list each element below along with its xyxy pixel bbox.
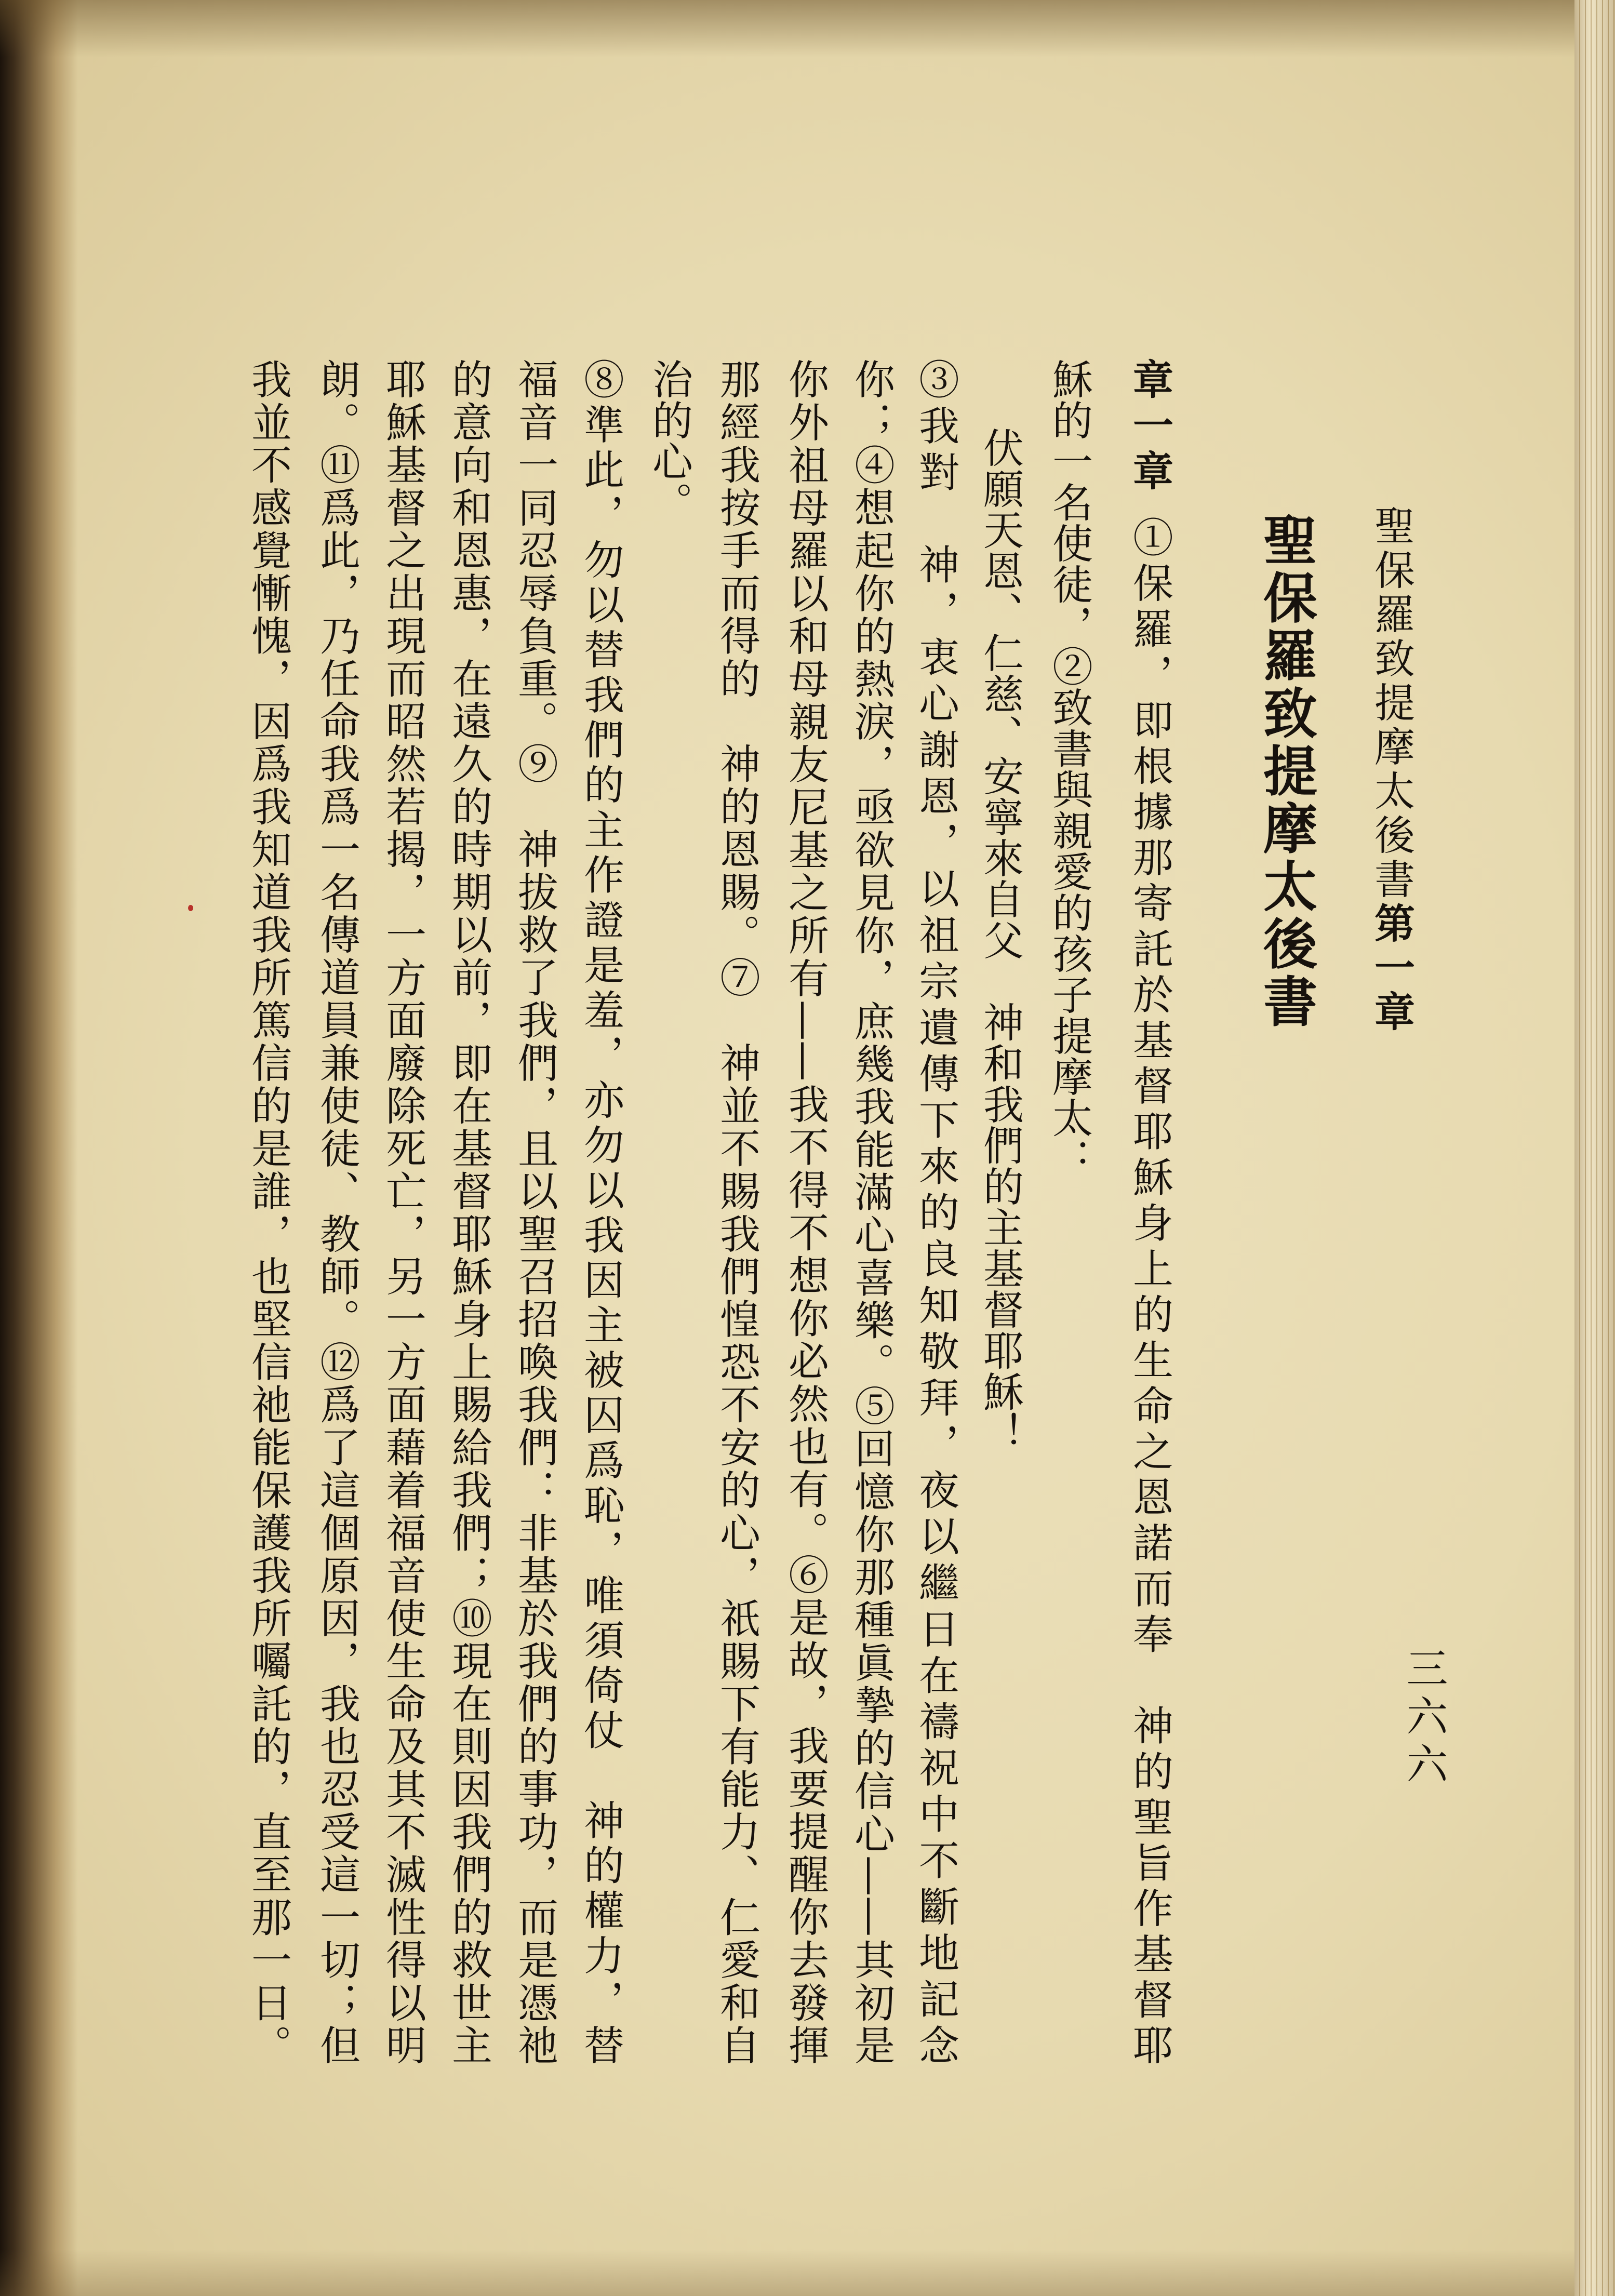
bottom-edge-shade <box>0 2249 1615 2296</box>
book-title: 聖保羅致提摩太後書 <box>1254 512 1318 1031</box>
text-column-7: 那經我按手而得的 神的恩賜。⑦ 神並不賜我們惶恐不安的心，祇賜下有能力、仁愛和自 <box>713 358 760 2065</box>
binding-shadow <box>0 0 78 2296</box>
text-column-9: ⑧準此，勿以替我們的主作證是羞，亦勿以我因主被囚爲恥，唯須倚仗 神的權力，替 <box>577 358 624 2065</box>
text-column-6: 你外祖母羅以和母親友尼基之所有——我不得不想你必然也有。⑥是故，我要提醒你去發揮 <box>782 358 829 2065</box>
text-column-14: 我並不感覺慚愧，因爲我知道我所篤信的是誰，也堅信祂能保護我所囑託的，直至那一日。 <box>245 358 291 2065</box>
text-column-1 <box>1124 358 1176 2065</box>
text-column-2: 穌的一名使徒，②致書與親愛的孩子提摩太： <box>1046 358 1092 1179</box>
text-column-3: 伏願天恩、仁慈、安寧來自父 神和我們的主基督耶穌！ <box>977 427 1023 1453</box>
text-column-10: 福音一同忍辱負重。⑨ 神拔救了我們，且以聖召招喚我們：非基於我們的事功，而是憑祂 <box>511 358 558 2065</box>
text-column-8: 治的心。 <box>646 358 692 523</box>
running-header <box>1368 505 1449 1035</box>
text-column-5: 你；④想起你的熱淚，亟欲見你，庶幾我能滿心喜樂。⑤回憶你那種眞摯的信心——其初是 <box>848 358 895 2065</box>
text-column-1-body: ①保羅，即根據那寄託於基督耶穌身上的生命之恩諾而奉 神的聖旨作基督耶 <box>1126 516 1173 2065</box>
running-header-chapter: 第一章 <box>1368 902 1415 1035</box>
running-header-title: 聖保羅致提摩太後書 <box>1368 505 1414 902</box>
text-column-4: ③我對 神，衷心謝恩，以祖宗遺傳下來的良知敬拜，夜以繼日在禱祝中不斷地記念 <box>912 358 959 2065</box>
text-column-11: 的意向和恩惠，在遠久的時期以前，即在基督耶穌身上賜給我們；⑩現在則因我們的救世主 <box>445 358 492 2065</box>
red-ink-speck <box>188 905 193 911</box>
text-column-12: 耶穌基督之出現而昭然若揭，一方面廢除死亡，另一方面藉着福音使生命及其不滅性得以明 <box>379 358 426 2065</box>
chapter-heading: 章一章 <box>1126 358 1173 496</box>
page-stack-edge <box>1574 0 1615 2296</box>
text-column-13: 朗。⑪爲此，乃任命我爲一名傳道員兼使徒、教師。⑫爲了這個原因，我也忍受這一切；但 <box>313 358 360 2065</box>
top-edge-shade <box>0 0 1615 57</box>
page-number: 三六六 <box>1399 1647 1448 1790</box>
